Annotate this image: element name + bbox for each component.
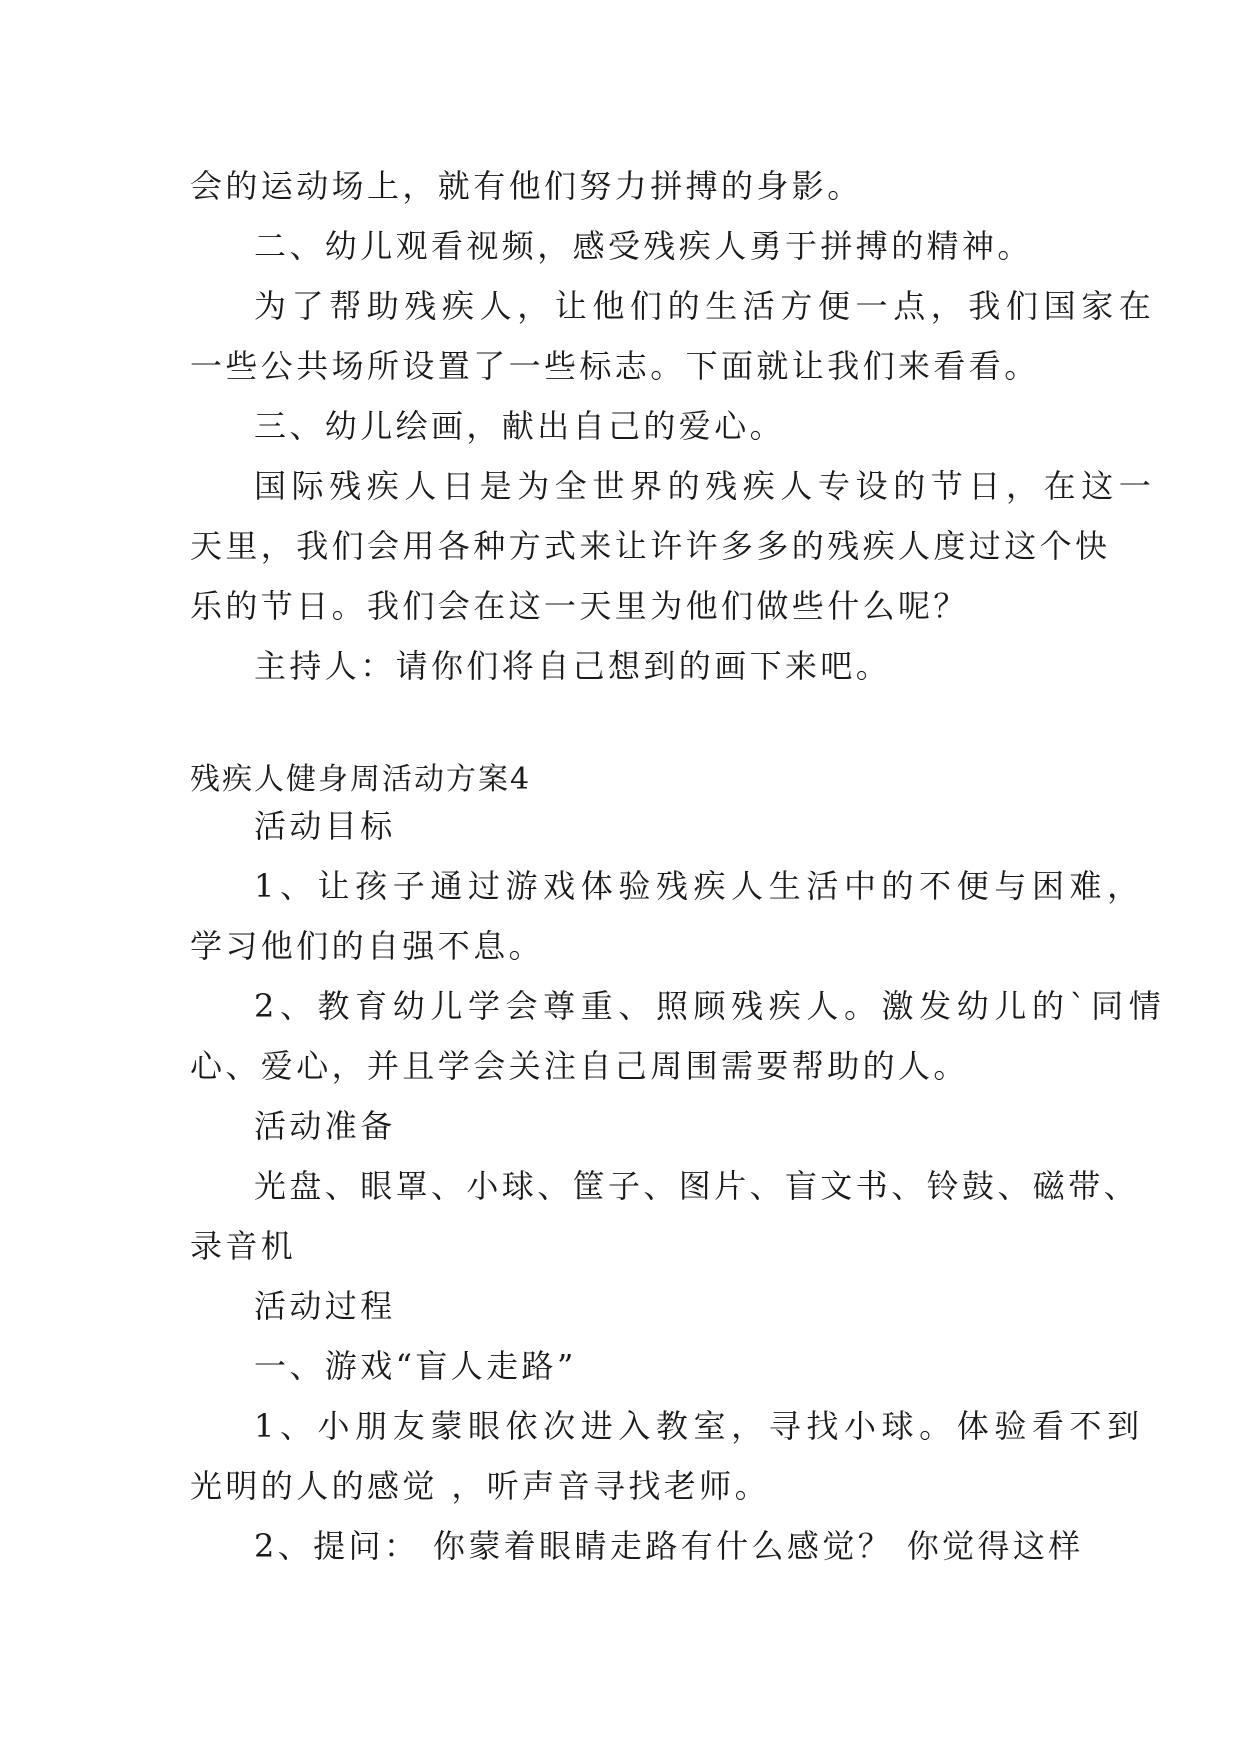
text-line: 心、爱心，并且学会关注自己周围需要帮助的人。 <box>190 1047 969 1085</box>
text-line: 三、幼儿绘画，献出自己的爱心。 <box>254 407 786 445</box>
section-heading: 活动目标 <box>254 807 396 845</box>
section-heading: 活动准备 <box>254 1107 396 1145</box>
text-line: 2、提问： 你蒙着眼睛走路有什么感觉？ 你觉得这样 <box>254 1527 1084 1565</box>
text-line: 二、幼儿观看视频，感受残疾人勇于拼搏的精神。 <box>254 227 1033 265</box>
text-line: 为了帮助残疾人，让他们的生活方便一点，我们国家在 <box>254 287 1157 325</box>
text-line: 2、教育幼儿学会尊重、照顾残疾人。激发幼儿的`同情 <box>254 987 1167 1025</box>
text-line: 天里，我们会用各种方式来让许许多多的残疾人度过这个快 <box>190 527 1111 565</box>
section-heading: 活动过程 <box>254 1287 396 1325</box>
text-line: 1、小朋友蒙眼依次进入教室，寻找小球。体验看不到 <box>254 1407 1145 1445</box>
text-line: 光明的人的感觉 ，听声音寻找老师。 <box>190 1467 770 1505</box>
text-line: 一、游戏“盲人走路” <box>254 1347 577 1385</box>
text-line: 一些公共场所设置了一些标志。下面就让我们来看看。 <box>190 347 1040 385</box>
text-line: 会的运动场上，就有他们努力拼搏的身影。 <box>190 167 863 205</box>
text-line: 主持人：请你们将自己想到的画下来吧。 <box>254 647 892 685</box>
text-line: 1、让孩子通过游戏体验残疾人生活中的不便与困难， <box>254 867 1145 905</box>
section-title: 残疾人健身周活动方案4 <box>190 762 532 797</box>
text-line: 乐的节日。我们会在这一天里为他们做些什么呢？ <box>190 587 969 625</box>
text-line: 录音机 <box>190 1227 297 1265</box>
text-line: 光盘、眼罩、小球、筐子、图片、盲文书、铃鼓、磁带、 <box>254 1167 1140 1205</box>
text-line: 国际残疾人日是为全世界的残疾人专设的节日，在这一 <box>254 467 1157 505</box>
text-line: 学习他们的自强不息。 <box>190 927 545 965</box>
